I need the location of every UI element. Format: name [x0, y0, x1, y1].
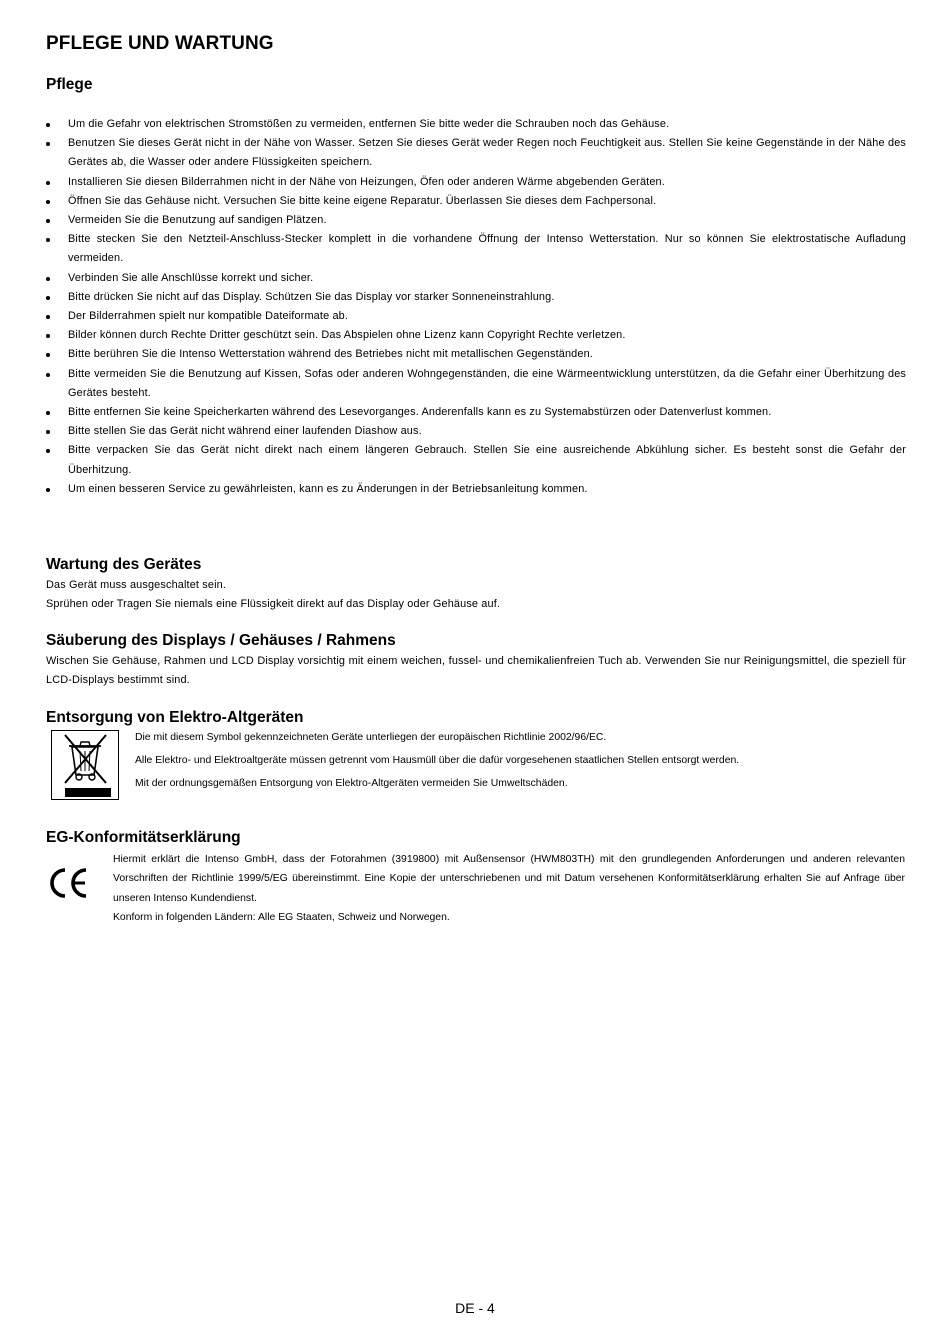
list-item: Bitte stecken Sie den Netzteil-Anschluss-Stecker komplett in die vorhandene Öffnung der Intenso Wetterstation. Nur so können Sie elektrostatische Aufladung vermeiden.: [46, 230, 906, 268]
disposal-line: Mit der ordnungsgemäßen Entsorgung von Elektro-Altgeräten vermeiden Sie Umweltschäden.: [135, 778, 568, 789]
list-item: Der Bilderrahmen spielt nur kompatible Dateiformate ab.: [46, 307, 906, 326]
list-item: Benutzen Sie dieses Gerät nicht in der Nähe von Wasser. Setzen Sie dieses Gerät weder Regen noch Feuchtigkeit aus. Stellen Sie keine Gegenstände in der Nähe des Gerätes ab, die Wasser oder andere Flüssigkeiten speichern.: [46, 134, 906, 172]
conformity-heading: EG-Konformitätserklärung: [46, 829, 241, 846]
list-item: Um einen besseren Service zu gewährleisten, kann es zu Änderungen in der Betriebsanleitung kommen.: [46, 480, 906, 499]
ce-mark-icon: [47, 866, 91, 900]
cleaning-heading: Säuberung des Displays / Gehäuses / Rahmens: [46, 632, 396, 649]
maintenance-line: Sprühen oder Tragen Sie niemals eine Flüssigkeit direkt auf das Display oder Gehäuse auf.: [46, 598, 501, 611]
conformity-statement: Hiermit erklärt die Intenso GmbH, dass der Fotorahmen (3919800) mit Außensensor (HWM803TH) mit den grundlegenden Anforderungen und anderen relevanten Vorschriften der Richtlinie 1999/5/EG übereinstimmt. Eine Kopie der unterschriebenen und mit Datum versehenen Konformitätserklärung erhalten Sie auf Anfrage über unseren Intenso Kundendienst.: [113, 854, 905, 904]
care-list: [46, 115, 906, 499]
maintenance-heading: Wartung des Gerätes: [46, 556, 202, 573]
list-item: Bitte stellen Sie das Gerät nicht während einer laufenden Diashow aus.: [46, 422, 906, 441]
page-number: DE - 4: [455, 1300, 495, 1316]
bullet-icon: [46, 200, 50, 204]
bullet-icon: [46, 238, 50, 242]
care-heading: Pflege: [46, 76, 93, 93]
conformity-countries: Konform in folgenden Ländern: Alle EG Staaten, Schweiz und Norwegen.: [113, 911, 450, 923]
bullet-icon: [46, 142, 50, 146]
bullet-icon: [46, 488, 50, 492]
list-item: Bitte vermeiden Sie die Benutzung auf Kissen, Sofas oder anderen Wohngegenständen, die eine Wärmeentwicklung unterstützen, da die Gefahr einer Überhitzung des Gerätes besteht.: [46, 365, 906, 403]
list-item: Bilder können durch Rechte Dritter geschützt sein. Das Abspielen ohne Lizenz kann Copyright Rechte verletzen.: [46, 326, 906, 345]
bullet-icon: [46, 430, 50, 434]
disposal-line: Alle Elektro- und Elektroaltgeräte müssen getrennt vom Hausmüll über die dafür vorgesehenen staatlichen Stellen entsorgt werden.: [135, 755, 740, 766]
list-item: Vermeiden Sie die Benutzung auf sandigen Plätzen.: [46, 211, 906, 230]
maintenance-line: Das Gerät muss ausgeschaltet sein.: [46, 579, 227, 591]
bullet-icon: [46, 334, 50, 338]
disposal-line: Die mit diesem Symbol gekennzeichneten Geräte unterliegen der europäischen Richtlinie 2002/96/EC.: [135, 732, 607, 743]
bullet-icon: [46, 353, 50, 357]
bullet-icon: [46, 411, 50, 415]
list-item: Öffnen Sie das Gehäuse nicht. Versuchen Sie bitte keine eigene Reparatur. Überlassen Sie dieses dem Fachpersonal.: [46, 192, 906, 211]
bullet-icon: [46, 123, 50, 127]
list-item: Verbinden Sie alle Anschlüsse korrekt und sicher.: [46, 269, 906, 288]
conformity-text: [113, 850, 905, 927]
list-item: Installieren Sie diesen Bilderrahmen nicht in der Nähe von Heizungen, Öfen oder anderen Wärme abgebenden Geräten.: [46, 173, 906, 192]
maintenance-text: [46, 576, 906, 615]
disposal-text: [135, 732, 905, 801]
bullet-icon: [46, 373, 50, 377]
bullet-icon: [46, 181, 50, 185]
bullet-icon: [46, 296, 50, 300]
bullet-icon: [46, 449, 50, 453]
list-item: Bitte drücken Sie nicht auf das Display. Schützen Sie das Display vor starker Sonneneinstrahlung.: [46, 288, 906, 307]
list-item: Bitte verpacken Sie das Gerät nicht direkt nach einem längeren Gebrauch. Stellen Sie eine ausreichende Abkühlung sicher. Es besteht sonst die Gefahr der Überhitzung.: [46, 441, 906, 479]
list-item: Um die Gefahr von elektrischen Stromstößen zu vermeiden, entfernen Sie bitte weder die Schrauben noch das Gehäuse.: [46, 115, 906, 134]
bullet-icon: [46, 277, 50, 281]
bullet-icon: [46, 219, 50, 223]
list-item: Bitte berühren Sie die Intenso Wetterstation während des Betriebes nicht mit metallischen Gegenständen.: [46, 345, 906, 364]
bullet-icon: [46, 315, 50, 319]
weee-crossed-bin-icon: [51, 730, 119, 800]
cleaning-text: Wischen Sie Gehäuse, Rahmen und LCD Display vorsichtig mit einem weichen, fussel- und chemikalienfreien Tuch ab. Verwenden Sie nur Reinigungsmittel, die speziell für LCD-Displays bestimmt sind.: [46, 655, 906, 687]
page-title: PFLEGE UND WARTUNG: [46, 33, 274, 54]
list-item: Bitte entfernen Sie keine Speicherkarten während des Lesevorganges. Anderenfalls kann es zu Systemabstürzen oder Datenverlust kommen.: [46, 403, 906, 422]
disposal-heading: Entsorgung von Elektro-Altgeräten: [46, 709, 304, 726]
